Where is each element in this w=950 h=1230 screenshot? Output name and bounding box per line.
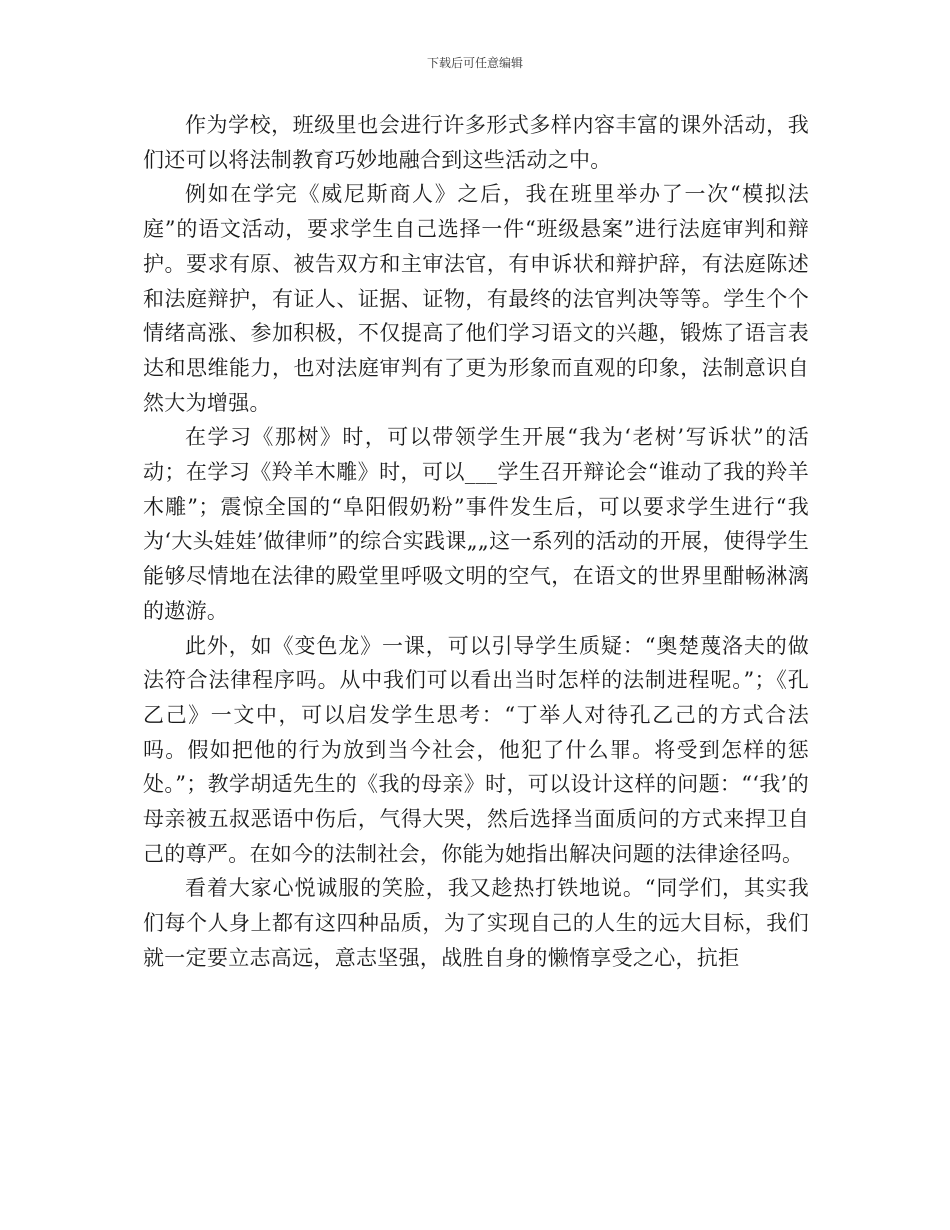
document-body	[143, 108, 809, 976]
paragraph-2: 例如在学完《威尼斯商人》之后，我在班里举办了一次“模拟法庭”的语文活动，要求学生自己选择一件“班级悬案”进行法庭审判和辩护。要求有原、被告双方和主审法官，有申诉状和辩护辞，有法庭陈述和法庭辩护，有证人、证据、证物，有最终的法官判决等等。学生个个情绪高涨、参加积极，不仅提高了他们学习语文的兴趣，锻炼了语言表达和思维能力，也对法庭审判有了更为形象而直观的印象，法制意识自然大为增强。	[143, 182, 809, 415]
paragraph-1: 作为学校，班级里也会进行许多形式多样内容丰富的课外活动，我们还可以将法制教育巧妙地融合到这些活动之中。	[143, 113, 809, 172]
paragraph-3: 在学习《那树》时，可以带领学生开展“我为‘老树’写诉状”的活动；在学习《羚羊木雕》时，可以___学生召开辩论会“谁动了我的羚羊木雕”；震惊全国的“阜阳假奶粉”事件发生后，可以要求学生进行“我为‘大头娃娃’做律师”的综合实践课„„这一系列的活动的开展，使得学生能够尽情地在法律的殿堂里呼吸文明的空气，在语文的世界里酣畅淋漓的遨游。	[143, 425, 809, 623]
page-header: 下载后可任意编辑	[426, 56, 523, 70]
paragraph-5: 看着大家心悦诚服的笑脸，我又趁热打铁地说。“同学们，其实我们每个人身上都有这四种品质，为了实现自己的人生的远大目标，我们就一定要立志高远，意志坚强，战胜自身的懒惰享受之心，抗拒	[143, 876, 809, 970]
paragraph-4: 此外，如《变色龙》一课，可以引导学生质疑：“奥楚蔑洛夫的做法符合法律程序吗。从中我们可以看出当时怎样的法制进程呢。”；《孔乙己》一文中，可以启发学生思考：“丁举人对待孔乙己的方式合法吗。假如把他的行为放到当今社会，他犯了什么罪。将受到怎样的惩处。”；教学胡适先生的《我的母亲》时，可以设计这样的问题：“‘我’的母亲被五叔恶语中伤后，气得大哭，然后选择当面质问的方式来捍卫自己的尊严。在如今的法制社会，你能为她指出解决问题的法律途径吗。	[143, 633, 809, 866]
